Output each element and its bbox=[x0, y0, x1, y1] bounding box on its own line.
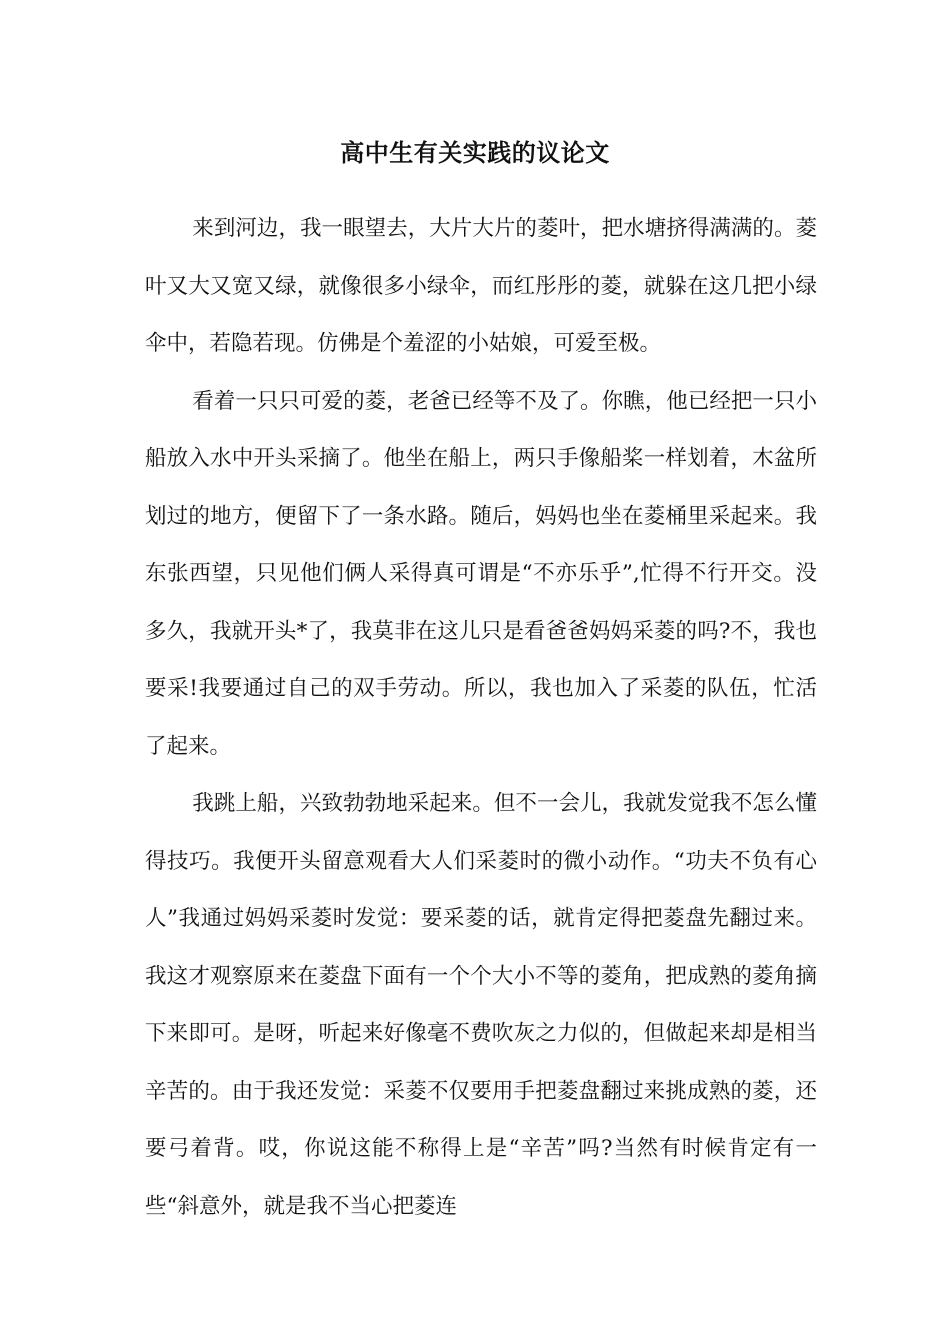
document-title: 高中生有关实践的议论文 bbox=[340, 138, 610, 167]
paragraph-1: 来到河边，我一眼望去，大片大片的菱叶，把水塘挤得满满的。菱叶又大又宽又绿，就像很多小绿伞，而红彤彤的菱，就躲在这几把小绿伞中，若隐若现。仿佛是个羞涩的小姑娘，可爱至极。 bbox=[145, 216, 817, 356]
document-body bbox=[145, 200, 817, 1235]
paragraph-3: 我跳上船，兴致勃勃地采起来。但不一会儿，我就发觉我不怎么懂得技巧。我便开头留意观看大人们采菱时的微小动作。“功夫不负有心人”我通过妈妈采菱时发觉：要采菱的话，就肯定得把菱盘先翻过来。我这才观察原来在菱盘下面有一个个大小不等的菱角，把成熟的菱角摘下来即可。是呀，听起来好像毫不费吹灰之力似的，但做起来却是相当辛苦的。由于我还发觉：采菱不仅要用手把菱盘翻过来挑成熟的菱，还要弓着背。哎，你说这能不称得上是“辛苦”吗?当然有时候肯定有一些“斜意外，就是我不当心把菱连 bbox=[145, 791, 817, 1219]
paragraph-2: 看着一只只可爱的菱，老爸已经等不及了。你瞧，他已经把一只小船放入水中开头采摘了。他坐在船上，两只手像船桨一样划着，木盆所划过的地方，便留下了一条水路。随后，妈妈也坐在菱桶里采起来。我东张西望，只见他们俩人采得真可谓是“不亦乐乎”,忙得不行开交。没多久，我就开头*了，我莫非在这儿只是看爸爸妈妈采菱的吗?不，我也要采!我要通过自己的双手劳动。所以，我也加入了采菱的队伍，忙活了起来。 bbox=[145, 388, 817, 759]
